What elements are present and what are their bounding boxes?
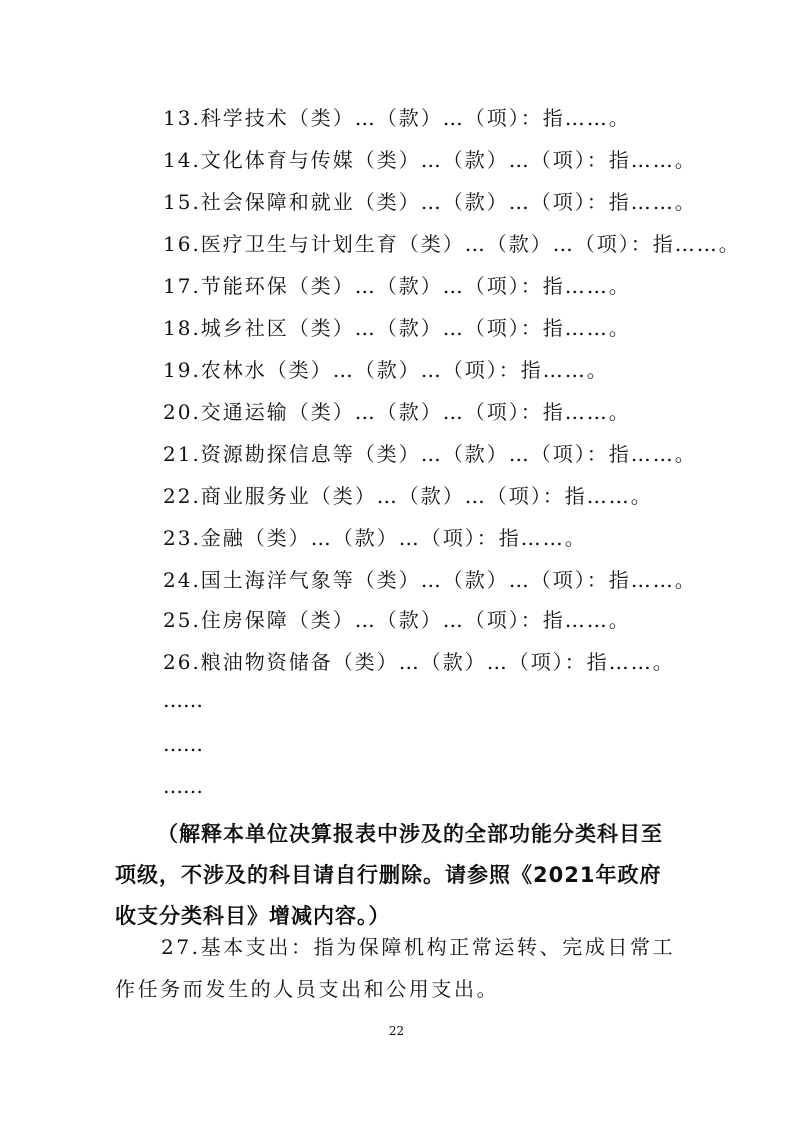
list-item: 14.文化体育与传媒（类）…（款）…（项）：指……。 — [163, 148, 697, 172]
list-item: 25.住房保障（类）…（款）…（项）：指……。 — [163, 608, 631, 632]
list-item: 23.金融（类）…（款）…（项）：指……。 — [163, 526, 587, 550]
list-item: 26.粮油物资储备（类）…（款）…（项）：指……。 — [163, 650, 675, 674]
ellipsis-line: …… — [163, 688, 203, 712]
list-item: 21.资源勘探信息等（类）…（款）…（项）：指……。 — [163, 442, 697, 466]
page-number: 22 — [388, 1024, 405, 1038]
list-item: 15.社会保障和就业（类）…（款）…（项）：指……。 — [163, 190, 697, 214]
ellipsis-line: …… — [163, 774, 203, 798]
ellipsis-line: …… — [163, 732, 203, 756]
list-item: 22.商业服务业（类）…（款）…（项）：指……。 — [163, 484, 653, 508]
list-item: 13.科学技术（类）…（款）…（项）：指……。 — [163, 106, 631, 130]
instruction-note: （解释本单位决算报表中涉及的全部功能分类科目至项级，不涉及的科目请自行删除。请参照《2021年政府收支分类科目》增减内容。） — [115, 822, 663, 928]
list-item: 19.农林水（类）…（款）…（项）：指……。 — [163, 358, 609, 382]
list-item: 16.医疗卫生与计划生育（类）…（款）…（项）：指……。 — [163, 232, 741, 256]
body-paragraph: 27.基本支出：指为保障机构正常运转、完成日常工作任务而发生的人员支出和公用支出。 — [115, 935, 676, 1001]
list-item: 20.交通运输（类）…（款）…（项）：指……。 — [163, 400, 631, 424]
list-item: 17.节能环保（类）…（款）…（项）：指……。 — [163, 274, 631, 298]
list-item: 24.国土海洋气象等（类）…（款）…（项）：指……。 — [163, 568, 697, 592]
list-item: 18.城乡社区（类）…（款）…（项）：指……。 — [163, 316, 631, 340]
